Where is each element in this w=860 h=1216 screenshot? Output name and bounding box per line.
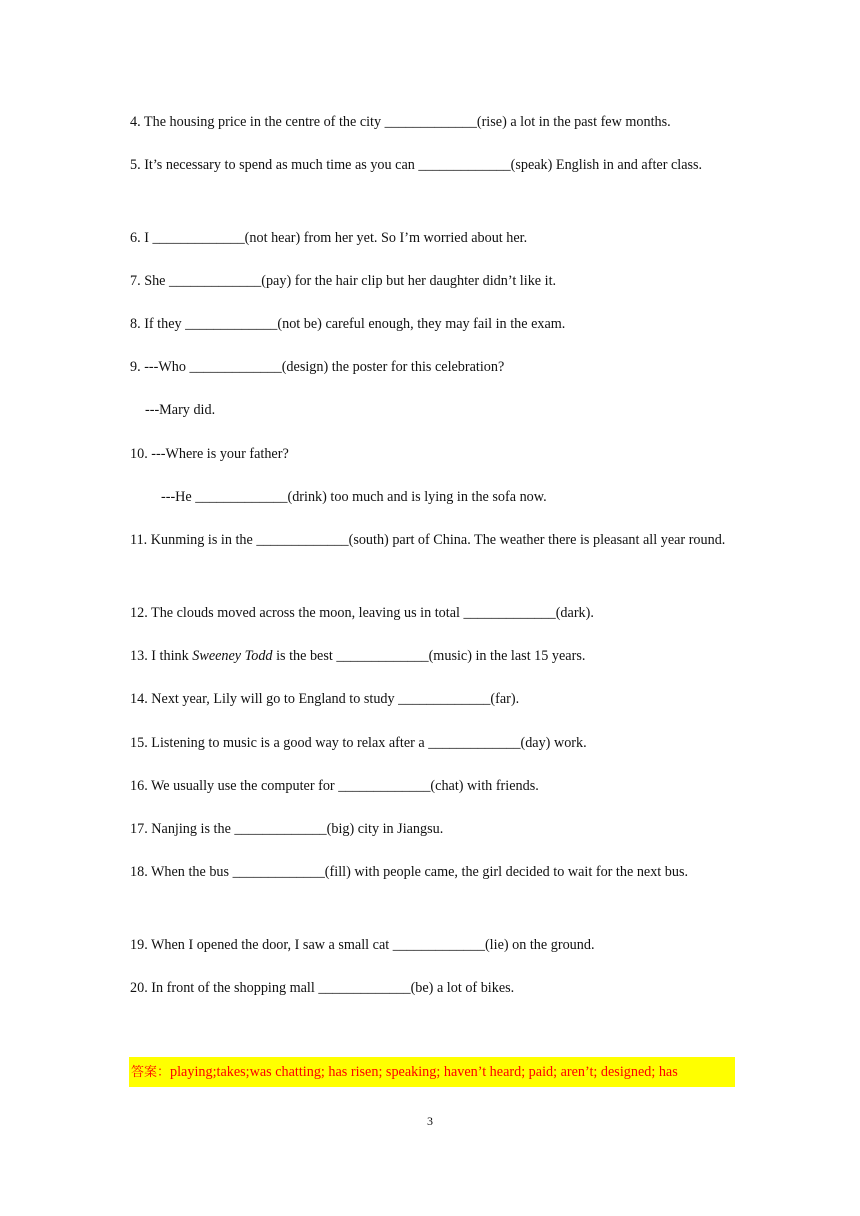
question-15: 15. Listening to music is a good way to relax after a _____________(day) work.	[130, 735, 587, 751]
question-16: 16. We usually use the computer for _____________(chat) with friends.	[130, 778, 539, 794]
question-8: 8. If they _____________(not be) careful enough, they may fail in the exam.	[130, 316, 566, 332]
answer-key	[131, 1058, 733, 1087]
answer-label: 答案：	[131, 1065, 171, 1080]
question-17: 17. Nanjing is the _____________(big) city in Jiangsu.	[130, 821, 444, 837]
question-6: 6. I _____________(not hear) from her yet. So I’m worried about her.	[130, 230, 528, 246]
question-10: 10. ---Where is your father?	[130, 446, 289, 462]
question-13	[130, 642, 730, 671]
question-19: 19. When I opened the door, I saw a small cat _____________(lie) on the ground.	[130, 937, 595, 953]
question-10-reply: ---He _____________(drink) too much and is lying in the sofa now.	[161, 489, 547, 505]
answer-values: playing;takes;was chatting; has risen; speaking; haven’t heard; paid; aren’t; designed; has	[170, 1064, 678, 1080]
question-11: 11. Kunming is in the _____________(south) part of China. The weather there is pleasant all year round.	[130, 532, 726, 548]
question-4: 4. The housing price in the centre of the city _____________(rise) a lot in the past few months.	[130, 114, 671, 130]
question-7: 7. She _____________(pay) for the hair clip but her daughter didn’t like it.	[130, 273, 557, 289]
question-9: 9. ---Who _____________(design) the poster for this celebration?	[130, 359, 505, 375]
question-13-before: 13. I think	[130, 648, 193, 664]
question-5: 5. It’s necessary to spend as much time as you can _____________(speak) English in and after class.	[130, 157, 703, 173]
question-9-reply: ---Mary did.	[145, 402, 216, 418]
question-18: 18. When the bus _____________(fill) with people came, the girl decided to wait for the next bus.	[130, 864, 689, 880]
question-13-title: Sweeney Todd	[192, 648, 273, 664]
question-20: 20. In front of the shopping mall _____________(be) a lot of bikes.	[130, 980, 515, 996]
question-14: 14. Next year, Lily will go to England to study _____________(far).	[130, 691, 520, 707]
question-12: 12. The clouds moved across the moon, leaving us in total _____________(dark).	[130, 605, 594, 621]
question-13-after: is the best _____________(music) in the last 15 years.	[272, 648, 586, 664]
page-number: 3	[427, 1114, 433, 1128]
